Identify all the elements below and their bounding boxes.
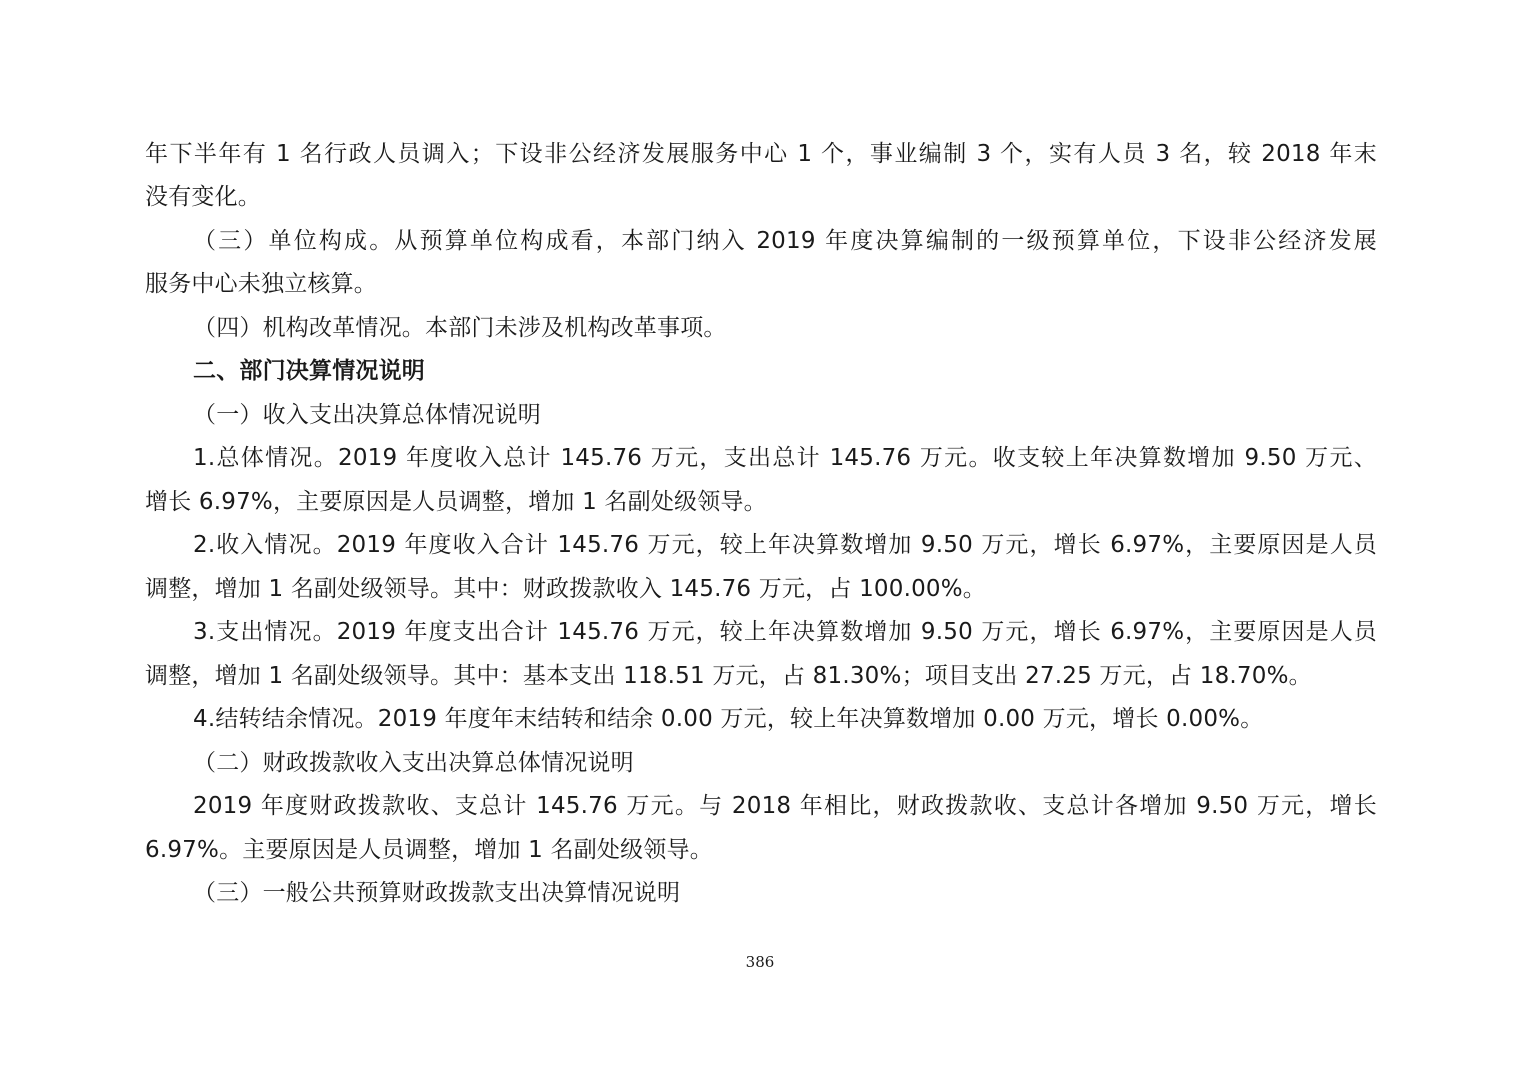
subsection-heading: （一）收入支出决算总体情况说明 [193,402,541,428]
paragraph-line: 调整，增加 1 名副处级领导。其中：财政拨款收入 145.76 万元，占 100.00%。 [145,576,986,602]
paragraph-line: 1.总体情况。2019 年度收入总计 145.76 万元，支出总计 145.76 万元。收支较上年决算数增加 9.50 万元、 [193,445,1377,471]
page-number: 386 [745,953,775,971]
paragraph-line: 年下半年有 1 名行政人员调入；下设非公经济发展服务中心 1 个，事业编制 3 个，实有人员 3 名，较 2018 年末 [145,141,1377,167]
paragraph-line: 6.97%。主要原因是人员调整，增加 1 名副处级领导。 [145,837,713,863]
paragraph-line: 4.结转结余情况。2019 年度年末结转和结余 0.00 万元，较上年决算数增加 0.00 万元，增长 0.00%。 [193,706,1264,732]
paragraph-line: （四）机构改革情况。本部门未涉及机构改革事项。 [193,315,727,341]
paragraph-line: 2019 年度财政拨款收、支总计 145.76 万元。与 2018 年相比，财政拨款收、支总计各增加 9.50 万元，增长 [193,793,1377,819]
paragraph-line: 2.收入情况。2019 年度收入合计 145.76 万元，较上年决算数增加 9.50 万元，增长 6.97%，主要原因是人员 [193,532,1377,558]
paragraph-line: （三）单位构成。从预算单位构成看，本部门纳入 2019 年度决算编制的一级预算单位，下设非公经济发展 [193,228,1377,254]
subsection-heading: （三）一般公共预算财政拨款支出决算情况说明 [193,880,681,906]
section-heading: 二、部门决算情况说明 [193,358,425,384]
subsection-heading: （二）财政拨款收入支出决算总体情况说明 [193,750,634,776]
paragraph-line: 调整，增加 1 名副处级领导。其中：基本支出 118.51 万元，占 81.30%；项目支出 27.25 万元，占 18.70%。 [145,663,1312,689]
paragraph-line: 没有变化。 [145,184,261,210]
paragraph-line: 3.支出情况。2019 年度支出合计 145.76 万元，较上年决算数增加 9.50 万元，增长 6.97%，主要原因是人员 [193,619,1377,645]
paragraph-line: 增长 6.97%，主要原因是人员调整，增加 1 名副处级领导。 [145,489,767,515]
paragraph-line: 服务中心未独立核算。 [145,271,377,297]
